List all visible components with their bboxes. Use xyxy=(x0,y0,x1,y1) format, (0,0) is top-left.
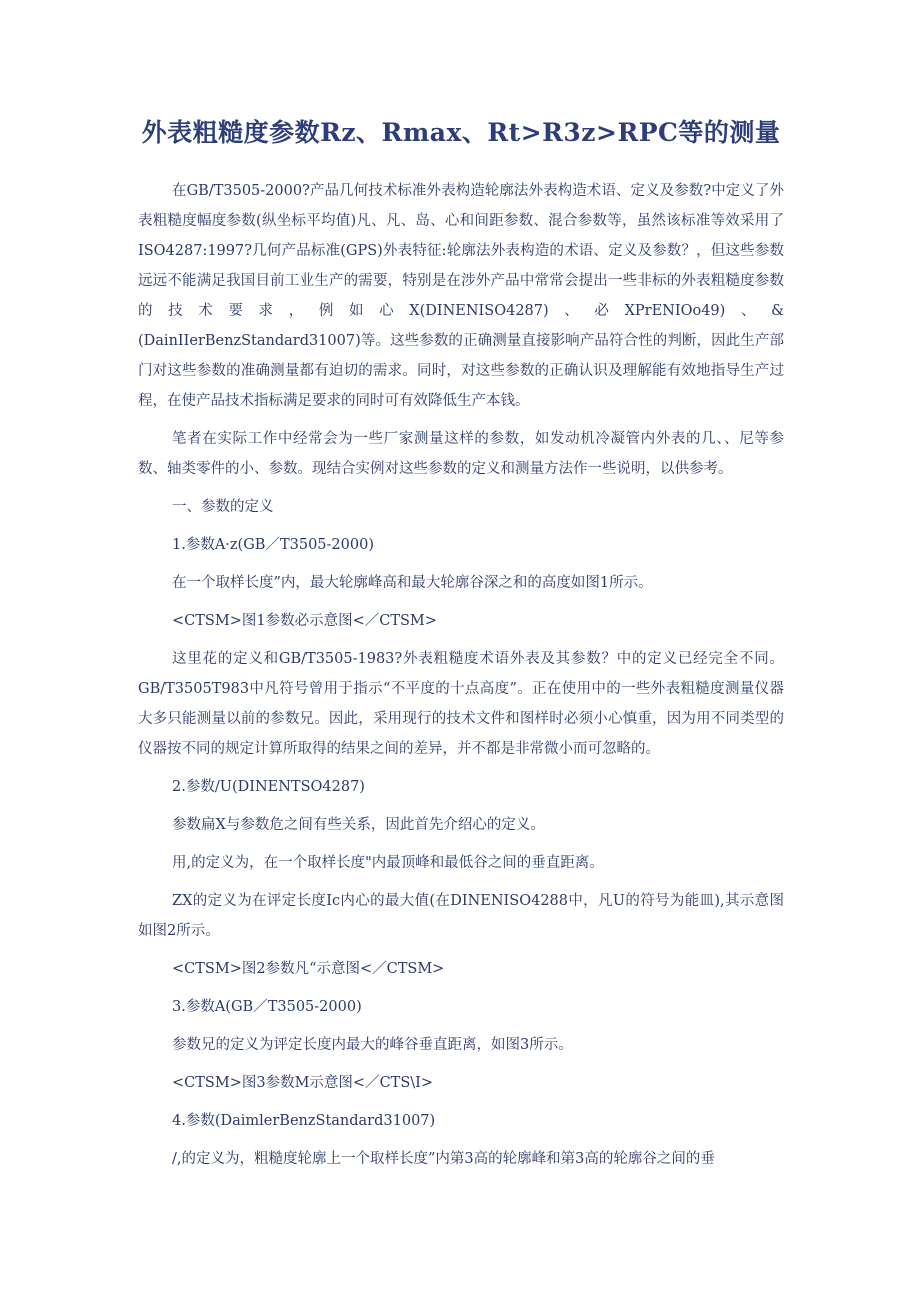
paragraph-def-2a: 参数扁X与参数危之间有些关系，因此首先介绍心的定义。 xyxy=(172,817,545,833)
figure-caption-1: <CTSM>图1参数必示意图<／CTSM> xyxy=(172,613,437,629)
subsection-heading-2: 2.参数/U(DINENTSO4287) xyxy=(172,779,365,795)
paragraph-context: 笔者在实际工作中经常会为一些厂家测量这样的参数，如发动机冷凝管内外表的几、、尼等参数、轴类零件的小、参数。现结合实例对这些参数的定义和测量方法作一些说明，以供参考。 xyxy=(138,431,784,477)
paragraph-def-1: 在一个取样长度”内，最大轮廓峰高和最大轮廓谷深之和的高度如图1所示。 xyxy=(172,575,653,591)
paragraph-def-4: /,的定义为，粗糙度轮廓上一个取样长度”内第3高的轮廓峰和第3高的轮廓谷之间的垂 xyxy=(172,1151,715,1167)
paragraph-note-1: 这里花的定义和GB/T3505-1983?外表粗糙度术语外表及其参数？中的定义已经完全不同。GB/T3505T983中凡符号曾用于指示“不平度的十点高度”。正在使用中的一些外表粗糙度测量仪器大多只能测量以前的参数兄。因此，采用现行的技术文件和图样时必须小心慎重，因为用不同类型的仪器按不同的规定计算所取得的结果之间的差异，并不都是非常微小而可忽略的。 xyxy=(138,651,784,757)
figure-caption-3: <CTSM>图3参数M示意图<／CTS\I> xyxy=(172,1075,434,1091)
subsection-heading-1: 1.参数A·z(GB／T3505-2000) xyxy=(172,537,374,553)
subsection-heading-3: 3.参数A(GB／T3505-2000) xyxy=(172,999,362,1015)
figure-caption-2: <CTSM>图2参数凡“示意图<／CTSM> xyxy=(172,961,445,977)
document-title: 外表粗糙度参数Rz、Rmax、Rt>R3z>RPC等的测量 xyxy=(141,118,781,147)
paragraph-intro: 在GB/T3505-2000?产品几何技术标准外表构造轮廓法外表构造术语、定义及参数?中定义了外表粗糙度幅度参数(纵坐标平均值)凡、凡、岛、心和间距参数、混合参数等，虽然该标准等效采用了ISO4287:1997?几何产品标准(GPS)外表特征:轮廓法外表构造的术语、定义及参数？，但这些参数远远不能满足我国目前工业生产的需要，特别是在涉外产品中常常会提出一些非标的外表粗糙度参数的技术要求，例如心X(DINENISO4287)、必XPrENIOo49)、&(DainIIerBenzStandard31007)等。这些参数的正确测量直接影响产品符合性的判断，因此生产部门对这些参数的准确测量都有迫切的需求。同时，对这些参数的正确认识及理解能有效地指导生产过程，在使产品技术指标满足要求的同时可有效降低生产本钱。 xyxy=(138,183,784,409)
paragraph-def-2c: ZX的定义为在评定长度Ic内心的最大值(在DINENISO4288中，凡U的符号为能皿),其示意图如图2所示。 xyxy=(138,893,784,939)
paragraph-def-2b: 用,的定义为，在一个取样长度"内最顶峰和最低谷之间的垂直距离。 xyxy=(172,855,604,871)
section-heading: 一、参数的定义 xyxy=(172,499,274,515)
paragraph-def-3: 参数兄的定义为评定长度内最大的峰谷垂直距离，如图3所示。 xyxy=(172,1037,573,1053)
subsection-heading-4: 4.参数(DaimlerBenzStandard31007) xyxy=(172,1113,436,1129)
